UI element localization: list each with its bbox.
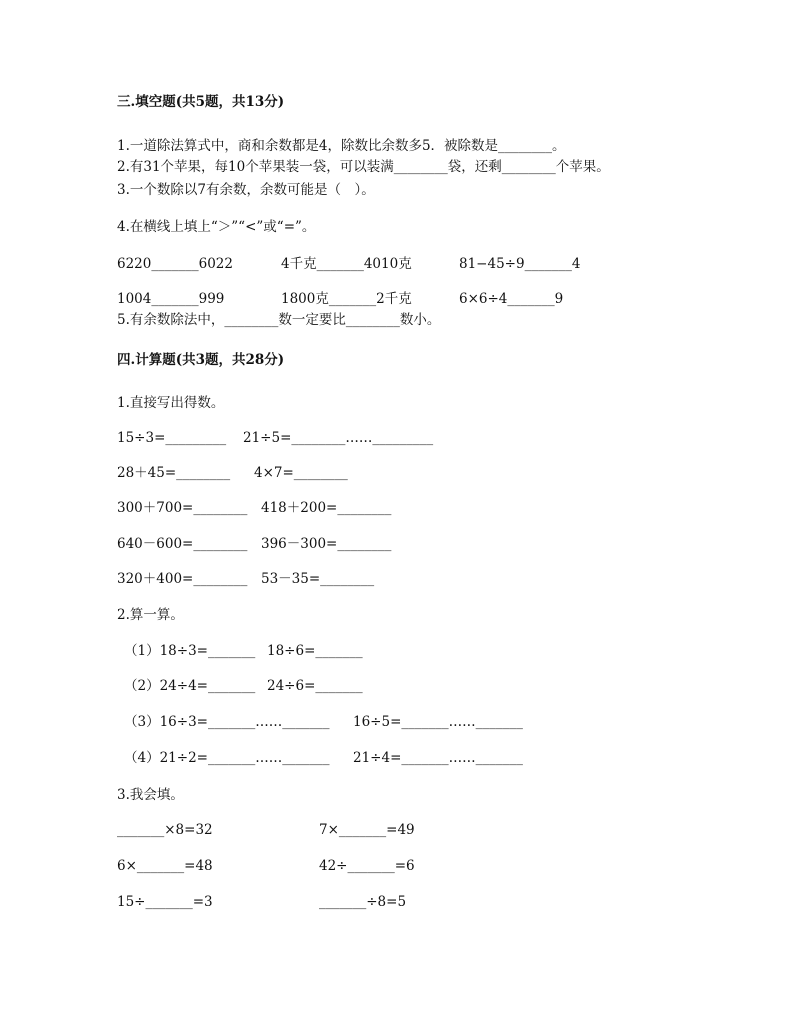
calc-item: 15÷3=_________: [117, 430, 227, 446]
question-3-2: 2.有31个苹果，每10个苹果装一袋，可以装满________袋，还剩________个苹果。: [117, 159, 610, 175]
fill-item: 6×_______=48: [117, 858, 213, 874]
question-4-2-title: 2.算一算。: [117, 607, 184, 623]
calc-item: 18÷6=_______: [267, 643, 363, 659]
calc-item: 28＋45=________: [117, 465, 231, 481]
compare-item: 1800克_______2千克: [281, 291, 412, 307]
calc-item: 4×7=________: [254, 465, 348, 481]
section-3-title: 三.填空题(共5题，共13分): [117, 94, 285, 110]
calc-item: 24÷6=_______: [267, 678, 363, 694]
calc-item: 396－300=________: [261, 536, 392, 552]
compare-item: 6×6÷4_______9: [459, 291, 564, 307]
question-3-3: 3.一个数除以7有余数，余数可能是（ ）。: [117, 182, 375, 198]
question-3-1: 1.一道除法算式中，商和余数都是4，除数比余数多5．被除数是________。: [117, 138, 566, 154]
calc-item: 320＋400=________: [117, 571, 248, 587]
question-3-5: 5.有余数除法中，________数一定要比________数小。: [117, 312, 441, 328]
calc-item: （1）18÷3=_______: [124, 643, 256, 659]
compare-item: 1004_______999: [117, 291, 225, 307]
question-3-4: 4.在横线上填上“＞”“<”或“=”。: [117, 219, 316, 235]
calc-item: 53－35=________: [261, 571, 375, 587]
fill-item: 42÷_______=6: [319, 858, 415, 874]
calc-item: 21÷4=_______……_______: [353, 750, 523, 766]
fill-item: _______÷8=5: [319, 894, 407, 910]
calc-item: 418＋200=________: [261, 500, 392, 516]
section-4-title: 四.计算题(共3题，共28分): [117, 352, 285, 368]
compare-item: 6220_______6022: [117, 256, 233, 272]
question-4-3-title: 3.我会填。: [117, 787, 184, 803]
fill-item: _______×8=32: [117, 822, 213, 838]
question-4-1-title: 1.直接写出得数。: [117, 395, 225, 411]
calc-item: 21÷5=________……_________: [243, 430, 434, 446]
calc-item: 300＋700=________: [117, 500, 248, 516]
compare-item: 4千克_______4010克: [281, 256, 412, 272]
compare-item: 81−45÷9_______4: [459, 256, 581, 272]
calc-item: 640－600=________: [117, 536, 248, 552]
calc-item: （2）24÷4=_______: [124, 678, 256, 694]
calc-item: 16÷5=_______……_______: [353, 714, 523, 730]
fill-item: 7×_______=49: [319, 822, 415, 838]
fill-item: 15÷_______=3: [117, 894, 213, 910]
calc-item: （3）16÷3=_______……_______: [124, 714, 330, 730]
calc-item: （4）21÷2=_______……_______: [124, 750, 330, 766]
